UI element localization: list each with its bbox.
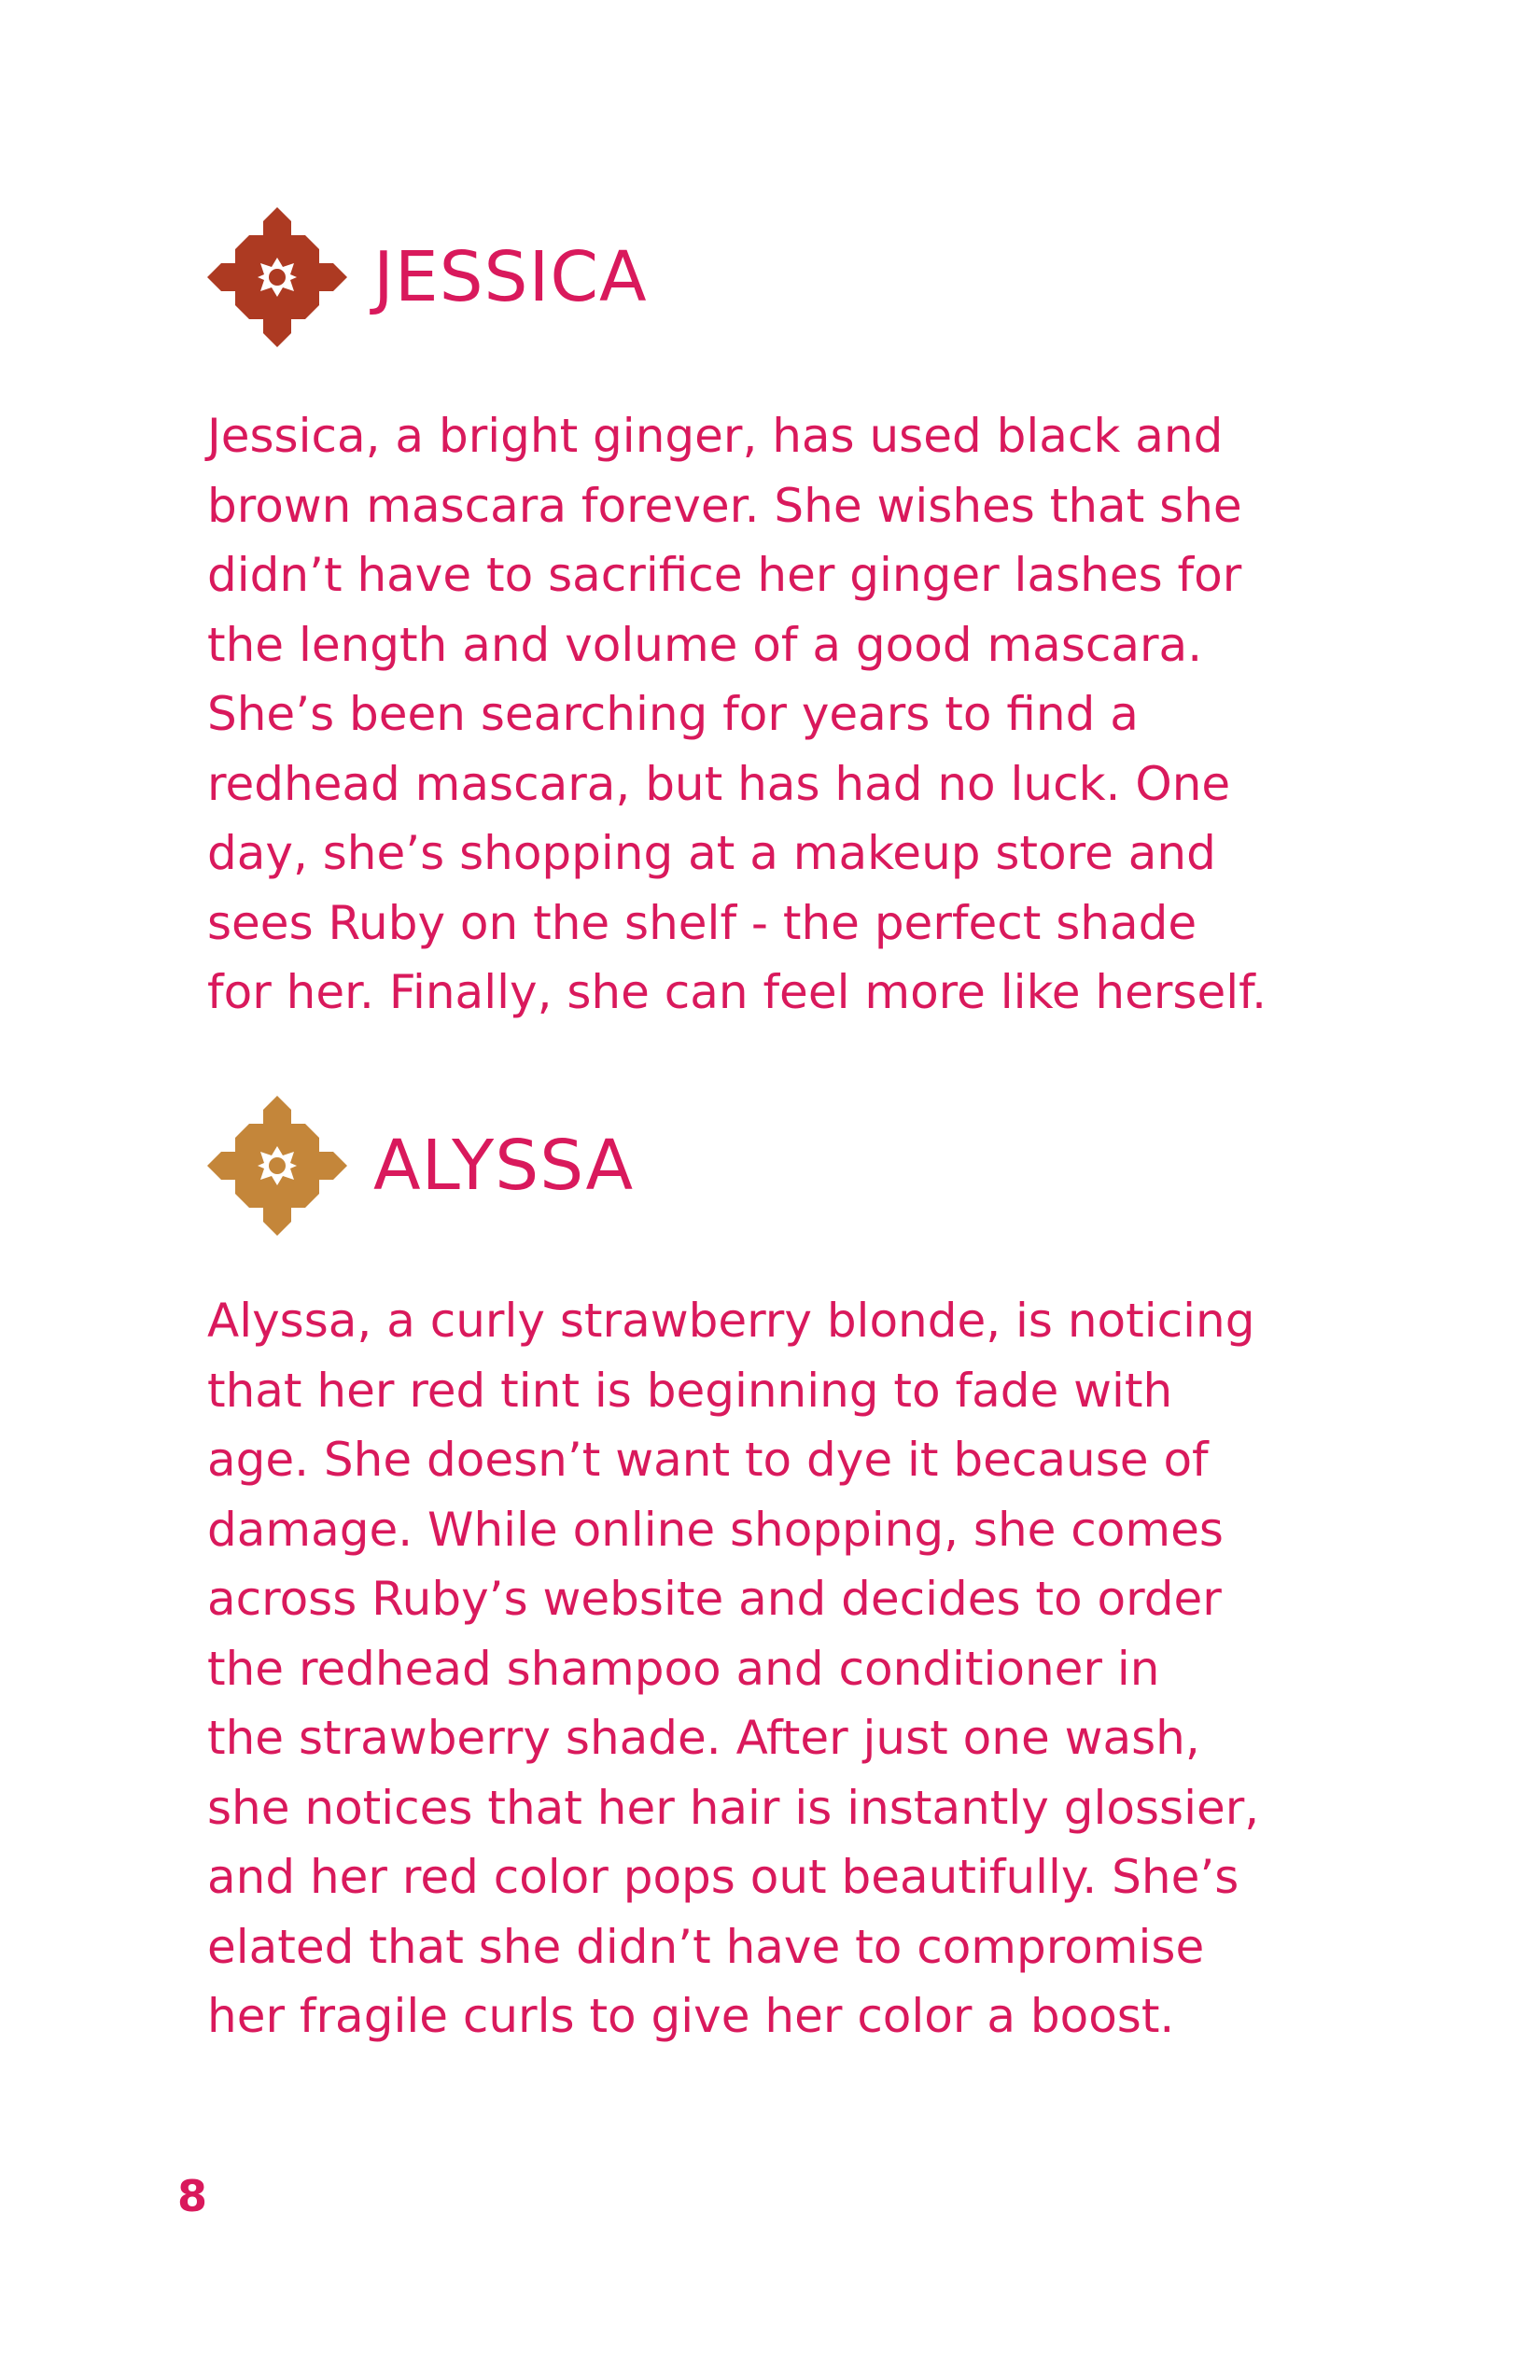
text-line: the redhead shampoo and conditioner in — [207, 1641, 1160, 1696]
text-line: brown mascara forever. She wishes that she — [207, 478, 1242, 533]
text-line: that her red tint is beginning to fade with — [207, 1363, 1173, 1418]
text-line: redhead mascara, but has had no luck. One — [207, 756, 1231, 811]
text-line: didn’t have to sacrifice her ginger lashes for — [207, 548, 1242, 602]
text-line: elated that she didn’t have to compromise — [207, 1919, 1205, 1974]
text-line: age. She doesn’t want to dye it because of — [207, 1433, 1209, 1487]
diamond-star-emblem-icon — [207, 207, 347, 347]
text-line: across Ruby’s website and decides to order — [207, 1572, 1222, 1626]
text-line: Alyssa, a curly strawberry blonde, is noticing — [207, 1294, 1255, 1348]
persona-description — [207, 401, 1346, 1028]
persona-heading-alyssa — [207, 1096, 634, 1236]
persona-name: JESSICA — [373, 237, 648, 317]
text-line: the length and volume of a good mascara. — [207, 617, 1203, 672]
page-number: 8 — [177, 2171, 208, 2221]
persona-description — [207, 1286, 1346, 2051]
text-line: she notices that her hair is instantly glossier, — [207, 1780, 1260, 1835]
text-line: Jessica, a bright ginger, has used black and — [207, 409, 1224, 463]
text-line: the strawberry shade. After just one wash, — [207, 1711, 1200, 1765]
text-line: and her red color pops out beautifully. She’s — [207, 1850, 1239, 1904]
persona-name: ALYSSA — [373, 1126, 635, 1206]
text-line: day, she’s shopping at a makeup store and — [207, 826, 1216, 880]
text-line: She’s been searching for years to find a — [207, 687, 1139, 741]
text-line: her fragile curls to give her color a boost. — [207, 1989, 1175, 2043]
text-line: sees Ruby on the shelf - the perfect shade — [207, 895, 1197, 950]
diamond-star-emblem-icon — [207, 1096, 347, 1236]
text-line: damage. While online shopping, she comes — [207, 1502, 1224, 1557]
text-line: for her. Finally, she can feel more like herself. — [207, 965, 1267, 1019]
persona-heading-jessica — [207, 207, 648, 347]
